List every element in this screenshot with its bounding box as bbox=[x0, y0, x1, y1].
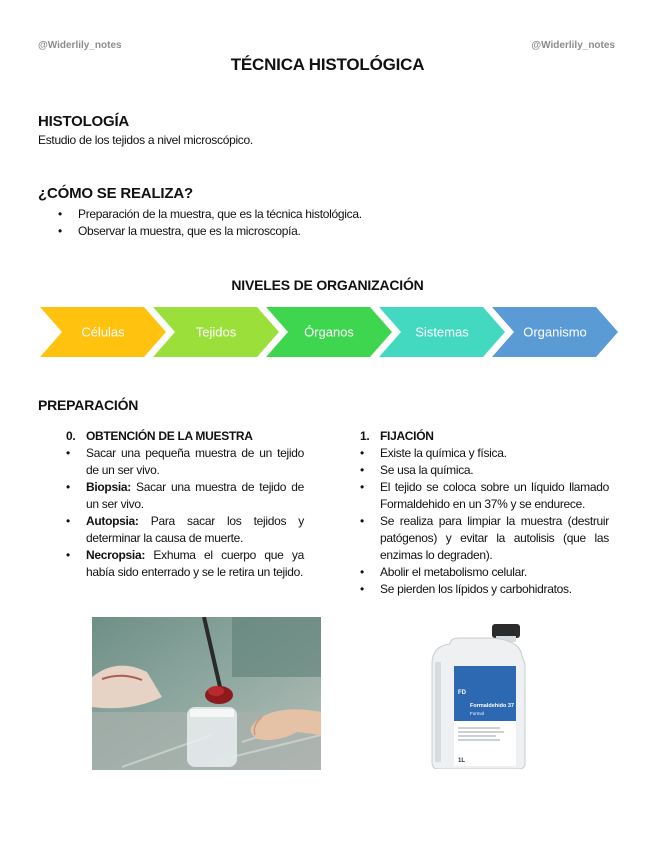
fijacion-column bbox=[360, 429, 609, 598]
term: Necropsia: bbox=[86, 548, 146, 562]
list-item: • Se realiza para limpiar la muestra (destruir patógenos) y evitar la autolisis (que las enzimas lo degraden). bbox=[360, 513, 609, 564]
niveles-chevron-diagram bbox=[40, 307, 620, 357]
fijacion-title: FIJACIÓN bbox=[380, 429, 434, 443]
list-item: • El tejido se coloca sobre un líquido llamado Formaldehido en un 37% y se endurece. bbox=[360, 479, 609, 513]
chevron-label: Órganos bbox=[304, 324, 354, 340]
chevron-label: Células bbox=[81, 324, 125, 340]
page-title: TÉCNICA HISTOLÓGICA bbox=[230, 55, 425, 74]
fijacion-list bbox=[360, 445, 609, 598]
list-item: • Preparación de la muestra, que es la técnica histológica. bbox=[58, 206, 618, 223]
histologia-section bbox=[38, 113, 618, 149]
biopsy-photo bbox=[92, 617, 321, 770]
svg-text:1L: 1L bbox=[458, 758, 466, 764]
obtencion-number: 0. bbox=[66, 429, 76, 443]
list-item bbox=[66, 547, 304, 581]
bottle-label: Formaldehido 37 bbox=[470, 703, 515, 709]
list-item: • Se pierden los lípidos y carbohidratos. bbox=[360, 581, 609, 598]
obtencion-heading bbox=[66, 429, 304, 443]
niveles-heading: NIVELES DE ORGANIZACIÓN bbox=[231, 277, 424, 293]
fijacion-heading bbox=[360, 429, 609, 443]
list-item: • Existe la química y física. bbox=[360, 445, 609, 462]
list-item bbox=[66, 445, 304, 479]
preparacion-heading bbox=[38, 397, 138, 413]
watermark-right: @Widerlily_notes bbox=[531, 40, 615, 51]
list-item: • Observar la muestra, que es la microscopía. bbox=[58, 223, 618, 240]
como-heading: ¿CÓMO SE REALIZA? bbox=[38, 185, 193, 202]
svg-text:FD: FD bbox=[458, 690, 466, 696]
term-text: Exhuma el cuerpo que ya había sido enterrado y se le retira un tejido. bbox=[86, 548, 304, 579]
chevron-label: Tejidos bbox=[195, 324, 237, 340]
chevron-label: Organismo bbox=[523, 324, 587, 340]
bottle-sublabel: Formol bbox=[470, 711, 485, 716]
term-text: Para sacar los tejidos y determinar la causa de muerte. bbox=[86, 514, 304, 545]
histologia-text: Estudio de los tejidos a nivel microscópico. bbox=[38, 133, 253, 147]
chevron-label: Sistemas bbox=[415, 324, 469, 340]
term-text: Sacar una pequeña muestra de un tejido de un ser vivo. bbox=[86, 446, 304, 477]
obtencion-list bbox=[66, 445, 304, 581]
fijacion-number: 1. bbox=[360, 429, 370, 443]
term-text: Sacar una muestra de tejido de un ser vivo. bbox=[86, 480, 304, 511]
como-section bbox=[38, 185, 618, 240]
term: Biopsia: bbox=[86, 480, 131, 494]
watermark-left: @Widerlily_notes bbox=[38, 40, 122, 51]
obtencion-column bbox=[66, 429, 304, 581]
como-list bbox=[58, 206, 618, 240]
preparacion-heading-text: PREPARACIÓN bbox=[38, 397, 139, 413]
histologia-heading: HISTOLOGÍA bbox=[38, 113, 130, 130]
list-item bbox=[66, 479, 304, 513]
list-item: • Abolir el metabolismo celular. bbox=[360, 564, 609, 581]
formaldehyde-bottle-image bbox=[430, 624, 530, 769]
obtencion-title: OBTENCIÓN DE LA MUESTRA bbox=[86, 429, 253, 443]
list-item bbox=[66, 513, 304, 547]
list-item: • Se usa la química. bbox=[360, 462, 609, 479]
term: Autopsia: bbox=[86, 514, 139, 528]
